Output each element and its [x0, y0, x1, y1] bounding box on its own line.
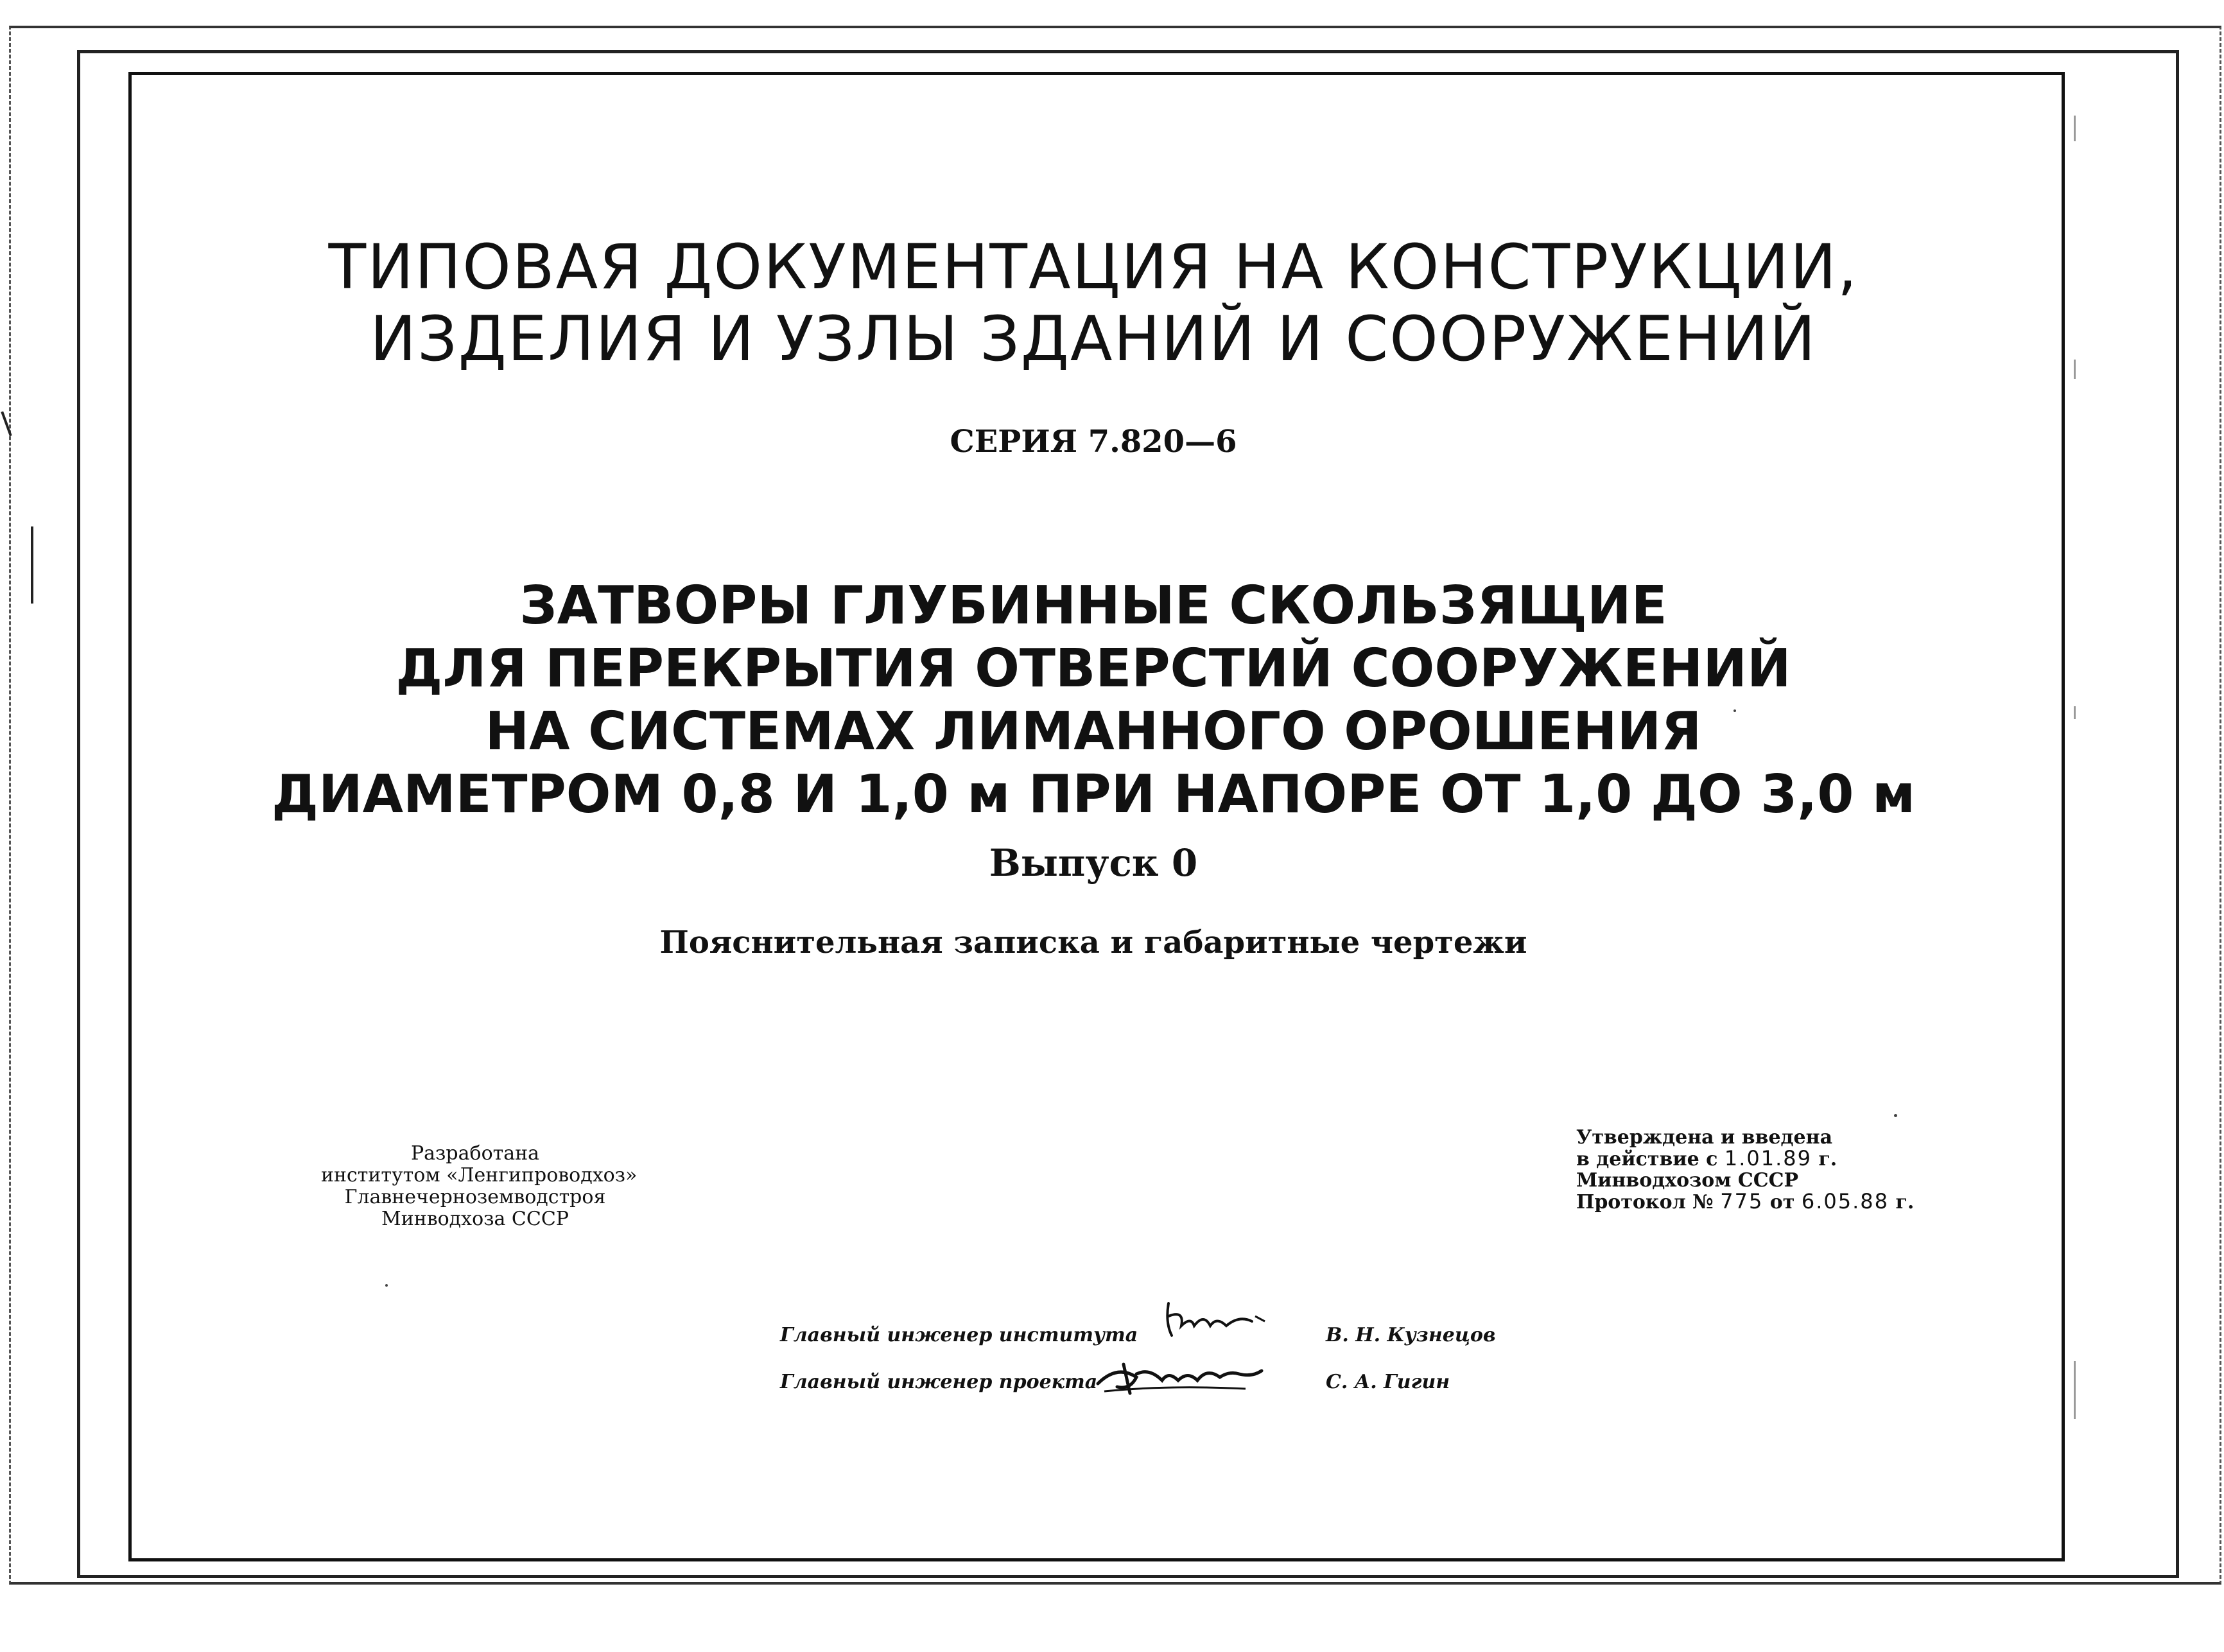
subject-line: НА СИСТЕМАХ ЛИМАННОГО ОРОШЕНИЯ — [485, 701, 1702, 762]
issue-subtitle: Пояснительная записка и габаритные чертежи — [659, 925, 1527, 961]
developer-line: Разработана — [410, 1142, 539, 1165]
signatory-role: Главный инженер института — [780, 1324, 1138, 1346]
scan-artifact — [31, 526, 33, 604]
approval-text: от — [1769, 1191, 1795, 1213]
approval-line — [1576, 1148, 1974, 1170]
developer-block — [321, 1142, 638, 1230]
title-line: ИЗДЕЛИЯ И УЗЛЫ ЗДАНИЙ И СООРУЖЕНИЙ — [370, 303, 1817, 375]
approval-block — [1576, 1127, 1974, 1213]
approval-line — [1576, 1191, 1974, 1213]
subject-line: ДИАМЕТРОМ 0,8 И 1,0 м ПРИ НАПОРЕ ОТ 1,0 ДО 3,0 м — [271, 764, 1916, 825]
title-line: ТИПОВАЯ ДОКУМЕНТАЦИЯ НА КОНСТРУКЦИИ, — [328, 231, 1859, 303]
document-title — [128, 231, 2058, 375]
signatory-role: Главный инженер проекта — [780, 1371, 1098, 1393]
approval-text: г. — [1818, 1148, 1837, 1170]
protocol-date: 6.05.88 — [1801, 1189, 1889, 1213]
issue-number: Выпуск 0 — [989, 841, 1198, 885]
approval-text: г. — [1895, 1191, 1915, 1213]
approval-line: Минводхозом СССР — [1576, 1169, 1799, 1192]
subject-line: ДЛЯ ПЕРЕКРЫТИЯ ОТВЕРСТИЙ СООРУЖЕНИЙ — [395, 638, 1791, 699]
approval-text: в действие с — [1576, 1148, 1718, 1170]
subject-line: ЗАТВОРЫ ГЛУБИННЫЕ СКОЛЬЗЯЩИЕ — [519, 575, 1667, 636]
margin-mark — [2074, 360, 2076, 379]
approval-line: Утверждена и введена — [1576, 1126, 1833, 1149]
scan-speck — [1894, 1114, 1897, 1117]
subject-title — [128, 575, 2058, 826]
series-number: СЕРИЯ 7.820—6 — [950, 424, 1237, 460]
margin-mark — [2074, 116, 2076, 141]
approval-text: Протокол № — [1576, 1191, 1714, 1213]
signatory-name: С. А. Гигин — [1326, 1371, 1450, 1393]
developer-line: Минводхоза СССР — [381, 1208, 569, 1230]
handwritten-signature — [1091, 1352, 1271, 1403]
handwritten-signature — [1156, 1297, 1271, 1348]
developer-line: институтом «Ленгипроводхоз» — [321, 1164, 638, 1187]
margin-mark — [2074, 706, 2076, 719]
developer-line: Главнечерноземводстроя — [344, 1186, 606, 1208]
approval-date: 1.01.89 — [1724, 1146, 1812, 1170]
scan-speck — [385, 1284, 388, 1287]
signatory-name: В. Н. Кузнецов — [1326, 1324, 1496, 1346]
protocol-number: 775 — [1720, 1189, 1764, 1213]
